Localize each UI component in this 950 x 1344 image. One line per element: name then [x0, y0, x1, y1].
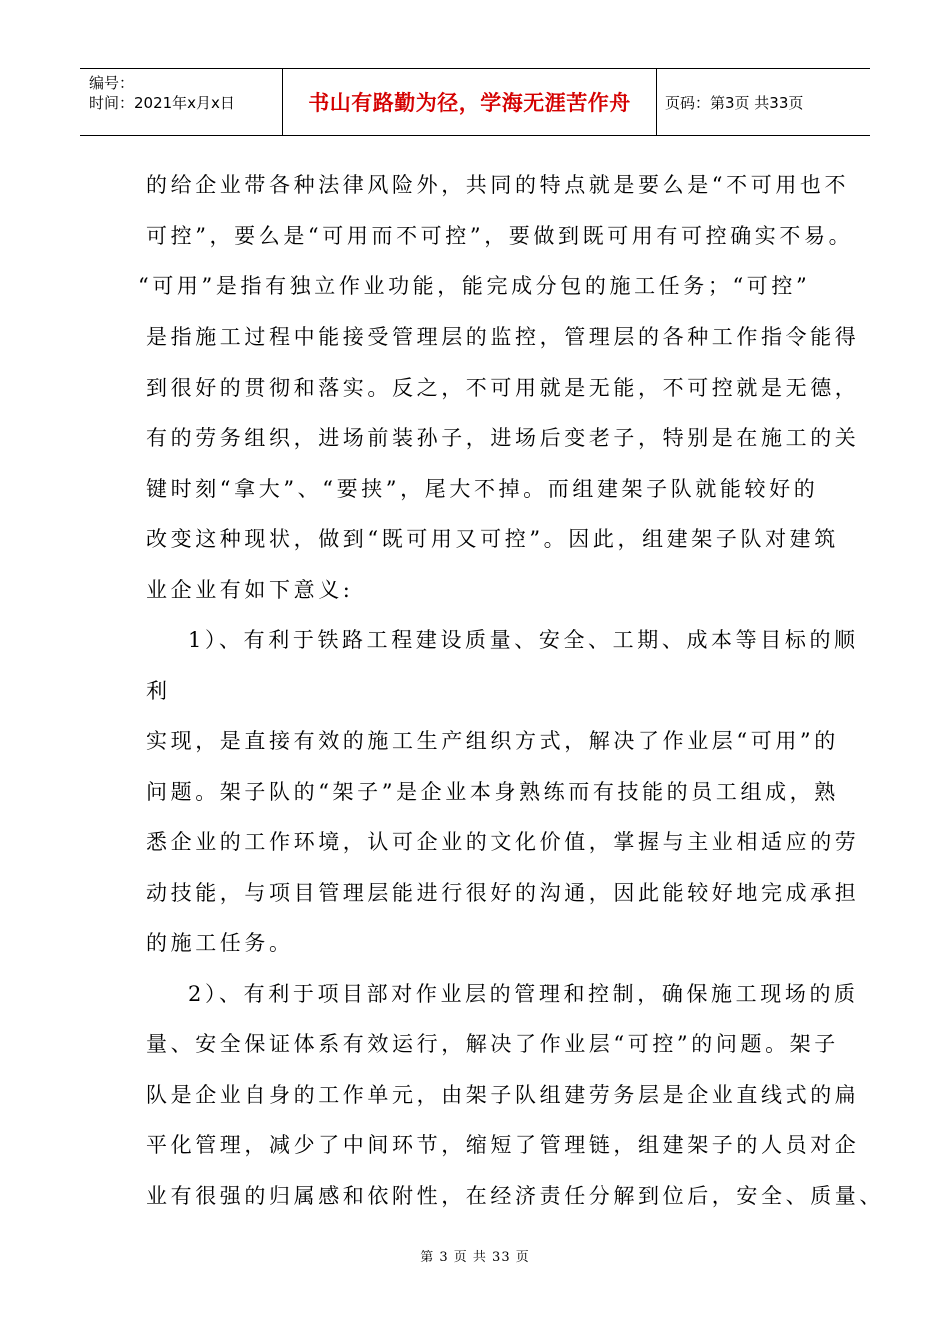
text-line: 到很好的贯彻和落实。反之，不可用就是无能，不可控就是无德， [146, 376, 860, 400]
text-line: 的给企业带各种法律风险外，共同的特点就是要么是“不可用也不 [146, 173, 850, 197]
header-page-info: 页码：第3页 共33页 [665, 93, 804, 112]
text-line: 可控”，要么是“可用而不可控”，要做到既可用有可控确实不易。 [146, 224, 854, 248]
text-line: 业企业有如下意义: [146, 578, 354, 602]
number-label: 编号： [89, 74, 135, 92]
text-line: 有的劳务组织，进场前装孙子，进场后变老子，特别是在施工的关 [146, 426, 860, 450]
text-line: “可用”是指有独立作业功能，能完成分包的施工任务；“可控” [138, 274, 811, 298]
text-line: 键时刻“拿大”、“要挟”，尾大不掉。而组建架子队就能较好的 [146, 477, 819, 501]
text-line: 动技能，与项目管理层能进行很好的沟通，因此能较好地完成承担 [146, 881, 860, 905]
text-line: 业有很强的归属感和依附性，在经济责任分解到位后，安全、质量、 [146, 1184, 884, 1208]
header-motto: 书山有路勤为径，学海无涯苦作舟 [283, 69, 657, 135]
page-footer: 第 3 页 共 33 页 [420, 1250, 530, 1265]
text-line: 量、安全保证体系有效运行，解决了作业层“可控”的问题。架子 [146, 1032, 839, 1056]
text-line: 悉企业的工作环境，认可企业的文化价值，掌握与主业相适应的劳 [146, 830, 860, 854]
text-line: 队是企业自身的工作单元，由架子队组建劳务层是企业直线式的扁 [146, 1083, 860, 1107]
page-header [80, 68, 870, 136]
header-meta [80, 69, 283, 135]
text-line: 平化管理，减少了中间环节，缩短了管理链，组建架子的人员对企 [146, 1133, 860, 1157]
text-line: 1）、有利于铁路工程建设质量、安全、工期、成本等目标的顺 [188, 628, 859, 652]
text-line: 问题。架子队的“架子”是企业本身熟练而有技能的员工组成，熟 [146, 780, 839, 804]
text-line: 实现，是直接有效的施工生产组织方式，解决了作业层“可用”的 [146, 729, 839, 753]
date-label: 时间：2021年x月x日 [89, 94, 235, 112]
text-line: 改变这种现状，做到“既可用又可控”。因此，组建架子队对建筑 [146, 527, 839, 551]
text-line: 利 [146, 679, 171, 703]
text-line: 的施工任务。 [146, 931, 294, 955]
text-line: 是指施工过程中能接受管理层的监控，管理层的各种工作指令能得 [146, 325, 860, 349]
text-line: 2）、有利于项目部对作业层的管理和控制，确保施工现场的质 [188, 982, 859, 1006]
